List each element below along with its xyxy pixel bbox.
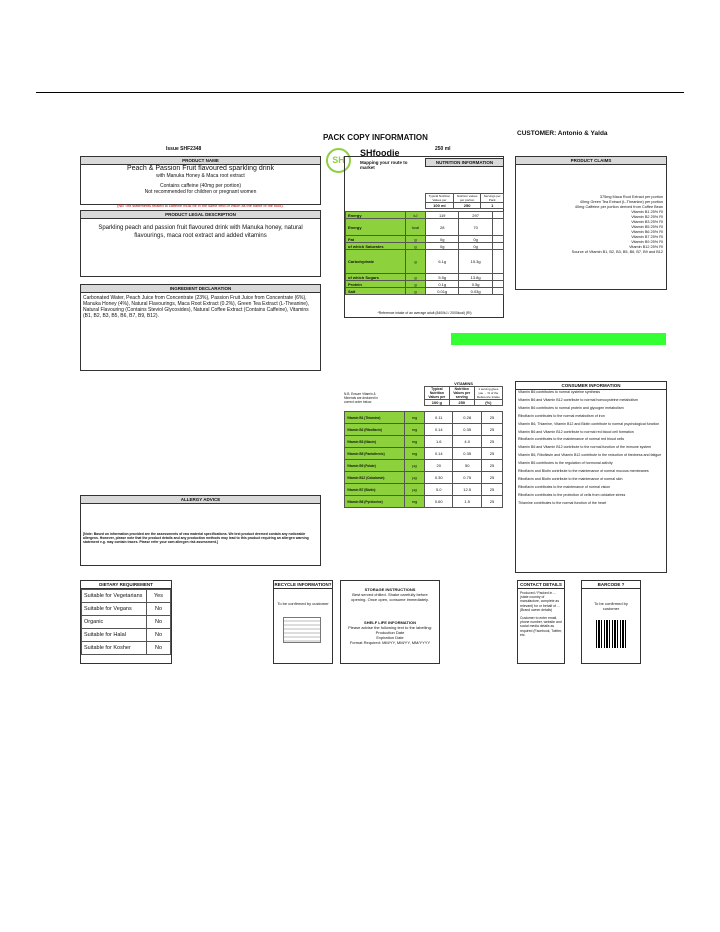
nutrient-ri (492, 274, 503, 281)
consumer-line: Vitamin B6, Thiamine, Vitamin B12 and Biotin contribute to normal psychological function (518, 421, 660, 426)
claim-line: Vitamin B12 25% RI (629, 245, 663, 249)
nutrition-box (344, 156, 504, 318)
consumer-info-box (515, 381, 667, 573)
nutrient-per-100: 0g (426, 243, 459, 250)
ingredients-header: INGREDIENT DECLARATION (81, 285, 320, 293)
shelf-line3: Expiration Date (376, 635, 404, 640)
dietary-label: Suitable for Kosher (82, 642, 147, 655)
barcode-icon (596, 620, 628, 648)
nutrient-unit: kJ (406, 212, 426, 219)
recycle-label-icon (283, 617, 321, 643)
nutrition-row (346, 288, 504, 295)
consumer-line: Vitamin B6 and Vitamin B12 contribute to normal homocysteine metabolism (518, 397, 638, 402)
recycle-box (273, 580, 333, 664)
barcode-text: To be confirmed by customer (594, 601, 628, 611)
nutrient-ri (492, 288, 503, 295)
barcode-header: BARCODE ? (582, 581, 640, 589)
vitamin-per-serving: 0.35 (453, 448, 481, 460)
vitamin-unit: mg (405, 412, 425, 424)
issue-number: Issue SHF2348 (166, 146, 202, 152)
nutrient-per-portion: 0.03g (459, 288, 492, 295)
nutrient-per-100: 0g (426, 236, 459, 243)
nutrition-column-headers (425, 193, 504, 209)
consumer-line: Vitamin B6 contributes to normal protein and glycogen metabolism (518, 405, 624, 410)
caffeine-statement: Contains caffeine (40mg per portion) (159, 183, 242, 189)
vitamin-row (345, 460, 503, 472)
dietary-value: Yes (147, 590, 171, 603)
vitamin-per-serving: 0.75 (453, 472, 481, 484)
nutrient-per-100: 0.1g (426, 281, 459, 288)
legal-description-text: Sparkling peach and passion fruit flavoured drink with Manuka honey, natural flavourings, maca root extract and added vitamins (98, 225, 303, 239)
nutrient-unit: g (406, 243, 426, 250)
nutrient-ri (492, 250, 503, 274)
consumer-line: Riboflavin and Biotin contribute to the maintenance of normal mucous membranes (518, 469, 649, 474)
nutrient-name: Energy (346, 219, 406, 236)
consumer-line: Riboflavin and Biotin contribute to the maintenance of normal skin (518, 476, 623, 481)
consumer-line: Riboflavin contributes to the maintenance of normal vision (518, 484, 611, 489)
vitamin-per-100: 20 (425, 460, 453, 472)
vitamin-per-100: 0.30 (425, 472, 453, 484)
nutrition-col2: Nutrition values per portion (453, 194, 481, 203)
nutrient-per-portion: 15.3g (459, 250, 492, 274)
vitamin-row (345, 472, 503, 484)
vitamin-name: Vitamin B6 (Pyridoxine) (345, 496, 405, 508)
contact-text1: Produced / Packed in ... (state country of manufacture, complete as relevant) for or behalf of ... (Brand owner details) (520, 591, 560, 612)
nutrient-name: Salt (346, 288, 406, 295)
caffeine-note: (NB The statements related to caffeine must be in the same field of vision as the name of the food). (117, 204, 284, 208)
nutrition-row (346, 236, 504, 243)
nutrient-ri (492, 219, 503, 236)
product-name-header: PRODUCT NAME (81, 157, 320, 165)
vitamin-unit: mg (405, 496, 425, 508)
consumer-line: Riboflavin contributes to the normal metabolism of iron (518, 413, 605, 418)
consumer-line: Riboflavin contributes to the maintenance of normal red blood cells (518, 437, 625, 442)
shelf-line1: Please advise the following text to the labelling: (348, 625, 432, 630)
vitamin-sub3: (%) (474, 400, 502, 406)
dietary-value: No (147, 629, 171, 642)
vitamin-ri: 25 (481, 496, 502, 508)
consumer-line: Vitamin B6 contributes to the regulation of hormonal activity (518, 461, 613, 466)
vitamin-per-100: 0.14 (425, 448, 453, 460)
vitamins-box (344, 381, 504, 511)
nutrient-per-100: 5.5g (426, 274, 459, 281)
vitamin-row (345, 412, 503, 424)
vitamin-name: Vitamin B9 (Folate) (345, 460, 405, 472)
vitamin-sub1: 100 g (425, 400, 450, 406)
nutrient-name: of which Saturates (346, 243, 406, 250)
nutrient-per-portion: 297 (459, 212, 492, 219)
vitamin-per-serving: 4.0 (453, 436, 481, 448)
nutrient-unit: g (406, 288, 426, 295)
vitamin-per-serving: 50 (453, 460, 481, 472)
vitamin-ri: 25 (481, 436, 502, 448)
claim-line: Vitamin B1 25% RI (631, 210, 663, 214)
dietary-label: Suitable for Vegans (82, 603, 147, 616)
vitamin-row (345, 484, 503, 496)
vitamin-per-serving: 12.5 (453, 484, 481, 496)
nutrition-row (346, 243, 504, 250)
vitamin-row (345, 436, 503, 448)
vitamin-unit: mg (405, 424, 425, 436)
vitamin-row (345, 496, 503, 508)
nutrient-name: Carbohydrate (346, 250, 406, 274)
allergy-note: [Note: Based on information provided are the assessments of raw material specifications. We test product deemed contain any noticeable allergens. However, please note that the product details and any production methods may lead to this product requiring an allergen warning statement e.g. may contain traces. Please refer your own allergen risk assessment.] (83, 532, 309, 545)
nutrition-row (346, 219, 504, 236)
vitamin-row (345, 448, 503, 460)
vitamin-per-100: 0.60 (425, 496, 453, 508)
consumer-line: Vitamin B6, Riboflavin and Vitamin B12 contribute to the reduction of tiredness and fatigue (518, 453, 662, 458)
storage-header: STORAGE INSTRUCTIONS (364, 587, 416, 592)
contact-text2: Customer to enter email, phone number, website and social media details as required (Facebook, Twitter, etc. (520, 616, 562, 637)
legal-description-box (80, 210, 321, 277)
vitamin-col3: 1 serving gives you ... % of the Reference Intake (474, 387, 502, 400)
consumer-info-list (516, 390, 666, 505)
claims-list (516, 165, 666, 255)
vitamin-unit: µg (405, 472, 425, 484)
vitamin-per-serving: 0.28 (453, 412, 481, 424)
vitamin-unit: µg (405, 460, 425, 472)
dietary-row (82, 603, 171, 616)
allergy-box (80, 495, 321, 566)
claim-line: Vitamin B9 25% RI (631, 240, 663, 244)
claim-line: Vitamin B2 25% RI (631, 215, 663, 219)
nutrient-unit: g (406, 236, 426, 243)
barcode-box (581, 580, 641, 664)
claim-line: 40mg Green Tea Extract (L-Theanine) per portion (579, 200, 663, 204)
nutrition-col3: Servings per Pack (481, 194, 504, 203)
vitamin-per-serving: 0.35 (453, 424, 481, 436)
nutrient-name: Energy (346, 212, 406, 219)
nutrition-table (345, 211, 504, 295)
vitamin-name: Vitamin B1 (Thiamine) (345, 412, 405, 424)
dietary-row (82, 642, 171, 655)
nutrition-sub2: 250 (453, 203, 481, 209)
claim-line: Vitamin B7 25% RI (631, 235, 663, 239)
nutrient-unit: g (406, 250, 426, 274)
consumer-line: Vitamin B6 contributes to normal cysteine synthesis (518, 390, 601, 394)
ingredients-box (80, 284, 321, 371)
product-name-line2: with Manuka Honey & Maca root extract (156, 173, 245, 179)
claims-header: PRODUCT CLAIMS (516, 157, 666, 165)
customer-name: CUSTOMER: Antonio & Yalda (517, 130, 608, 137)
warning-statement: Not recommended for children or pregnant women (144, 189, 257, 195)
storage-text: Best served chilled. Shake carefully before opening. Once open, consume immediately. (351, 592, 429, 602)
nutrient-per-portion: 0.5g (459, 281, 492, 288)
pack-copy-title: PACK COPY INFORMATION (323, 133, 428, 142)
vitamin-name: Vitamin B5 (Pantothenic) (345, 448, 405, 460)
vitamins-header: VITAMINS (454, 381, 473, 386)
shelf-line2: Production Date (375, 630, 405, 635)
contact-header: CONTACT DETAILS (518, 581, 564, 589)
claim-line: Vitamin B5 25% RI (631, 225, 663, 229)
dietary-value: No (147, 642, 171, 655)
nutrition-row (346, 281, 504, 288)
dietary-box (80, 580, 172, 664)
dietary-label: Suitable for Vegetarians (82, 590, 147, 603)
nutrient-per-100: 0.01g (426, 288, 459, 295)
consumer-line: Vitamin B6 and Vitamin B12 contribute to normal red blood cell formation (518, 429, 634, 434)
shelf-life-header: SHELF LIFE INFORMATION (364, 620, 416, 625)
ingredients-text: Carbonated Water, Peach Juice from Concentrate (23%), Passion Fruit Juice from Concentrate (6%), Manuka Honey (4%), Natural Flavourings, Maca Root Extract (0.2%), Green Tea Extract (L-Theanine), Natural Flavouring (Contains Steviol Glycosides), Natural Coffee Extract (Contains Caffeine), Vitamins (B1, B2, B3, B5, B6, B7, B9, B12). (83, 295, 310, 319)
vitamin-ri: 25 (481, 424, 502, 436)
vitamin-ri: 25 (481, 472, 502, 484)
dietary-table (81, 589, 171, 655)
green-highlight-bar (451, 333, 666, 345)
vitamin-ri: 25 (481, 448, 502, 460)
vitamin-unit: mg (405, 448, 425, 460)
nutrient-ri (492, 212, 503, 219)
volume: 250 ml (435, 146, 451, 152)
nutrient-per-100: 28 (426, 219, 459, 236)
vitamin-column-headers (424, 386, 503, 406)
nutrition-sub3: 1 (481, 203, 504, 209)
nutrition-row (346, 250, 504, 274)
legal-description-header: PRODUCT LEGAL DESCRIPTION (81, 211, 320, 219)
claim-line: 375mg Maca Root Extract per portion (599, 195, 663, 199)
nutrition-header: NUTRITION INFORMATION (425, 158, 504, 167)
dietary-row (82, 590, 171, 603)
dietary-label: Suitable for Halal (82, 629, 147, 642)
nutrient-ri (492, 236, 503, 243)
claims-box (515, 156, 667, 290)
vitamin-per-100: 5.0 (425, 484, 453, 496)
nutrient-per-100: 6.1g (426, 250, 459, 274)
nutrient-name: Protein (346, 281, 406, 288)
nutrient-per-portion: 0g (459, 243, 492, 250)
claim-line: Vitamin B6 25% RI (631, 230, 663, 234)
nutrient-per-100: 119 (426, 212, 459, 219)
vitamin-col1: Typical Nutrition Values per (425, 387, 450, 400)
logo-name: SHfoodie (360, 148, 400, 158)
nutrition-row (346, 212, 504, 219)
vitamin-name: Vitamin B3 (Niacin) (345, 436, 405, 448)
nutrient-per-portion: 13.8g (459, 274, 492, 281)
logo-tagline: Mapping your route to market (360, 160, 408, 170)
dietary-row (82, 616, 171, 629)
product-name-line1: Peach & Passion Fruit flavoured sparkling drink (126, 165, 275, 172)
shfoodie-logo-icon: SH (326, 148, 351, 173)
nutrient-ri (492, 281, 503, 288)
nutrient-ri (492, 243, 503, 250)
vitamin-sub2: 250 (449, 400, 474, 406)
vitamin-ri: 25 (481, 484, 502, 496)
vitamin-per-100: 0.11 (425, 412, 453, 424)
claim-line: Vitamin B3 25% RI (631, 220, 663, 224)
contact-box (517, 580, 565, 664)
vitamin-col2: Nutrition Values per serving (449, 387, 474, 400)
nutrition-row (346, 274, 504, 281)
vitamin-per-serving: 1.5 (453, 496, 481, 508)
nutrition-col1: Typical Nutrition Values per (426, 194, 454, 203)
vitamin-name: Vitamin B2 (Riboflavin) (345, 424, 405, 436)
nutrient-per-portion: 70 (459, 219, 492, 236)
vitamin-per-100: 0.14 (425, 424, 453, 436)
dietary-value: No (147, 603, 171, 616)
shelf-line4: Format Required: MM/YY, MM/YY, MM/YYYY (349, 640, 431, 645)
nutrient-unit: kcal (406, 219, 426, 236)
nutrition-footnote: *Reference intake of an average adult (8400kJ / 2000kcal) (RI) (377, 311, 472, 315)
vitamin-table (344, 411, 503, 508)
dietary-header: DIETARY REQUIREMENT (81, 581, 171, 589)
vitamin-unit: µg (405, 484, 425, 496)
recycle-text: To be confirmed by customer (277, 601, 329, 606)
product-name-box (80, 156, 321, 205)
claim-line: 40mg Caffeine per portion derived from Coffee Bean (574, 205, 663, 209)
vitamin-unit: mg (405, 436, 425, 448)
vitamin-ri: 25 (481, 412, 502, 424)
top-rule (36, 92, 684, 93)
recycle-header: RECYCLE INFORMATION? (274, 582, 332, 587)
dietary-label: Organic (82, 616, 147, 629)
consumer-line: Riboflavin contributes to the protection of cells from oxidative stress (518, 492, 626, 497)
nutrient-name: Fat (346, 236, 406, 243)
nutrient-unit: g (406, 281, 426, 288)
dietary-value: No (147, 616, 171, 629)
vitamin-ri: 25 (481, 460, 502, 472)
vitamin-side-note: N.B. Ensure Vitamin & Minerals are declared in correct order below (344, 392, 379, 404)
dietary-row (82, 629, 171, 642)
vitamin-per-100: 1.6 (425, 436, 453, 448)
vitamin-name: Vitamin B12 (Cobalamin) (345, 472, 405, 484)
allergy-header: ALLERGY ADVICE (81, 496, 320, 504)
nutrient-name: of which Sugars (346, 274, 406, 281)
nutrient-per-portion: 0g (459, 236, 492, 243)
nutrient-unit: g (406, 274, 426, 281)
vitamin-name: Vitamin B7 (Biotin) (345, 484, 405, 496)
claim-line: Source of Vitamin B1, B2, B3, B5, B6, B7, B9 and B12 (571, 250, 663, 254)
vitamin-row (345, 424, 503, 436)
consumer-line: Thiamine contributes to the normal function of the heart (518, 500, 607, 505)
nutrition-sub1: 100 ml (426, 203, 454, 209)
storage-shelf-box (340, 580, 440, 664)
consumer-info-header: CONSUMER INFORMATION (516, 382, 666, 390)
consumer-line: Vitamin B6 and Vitamin B12 contribute to the normal function of the immune system (518, 445, 652, 450)
